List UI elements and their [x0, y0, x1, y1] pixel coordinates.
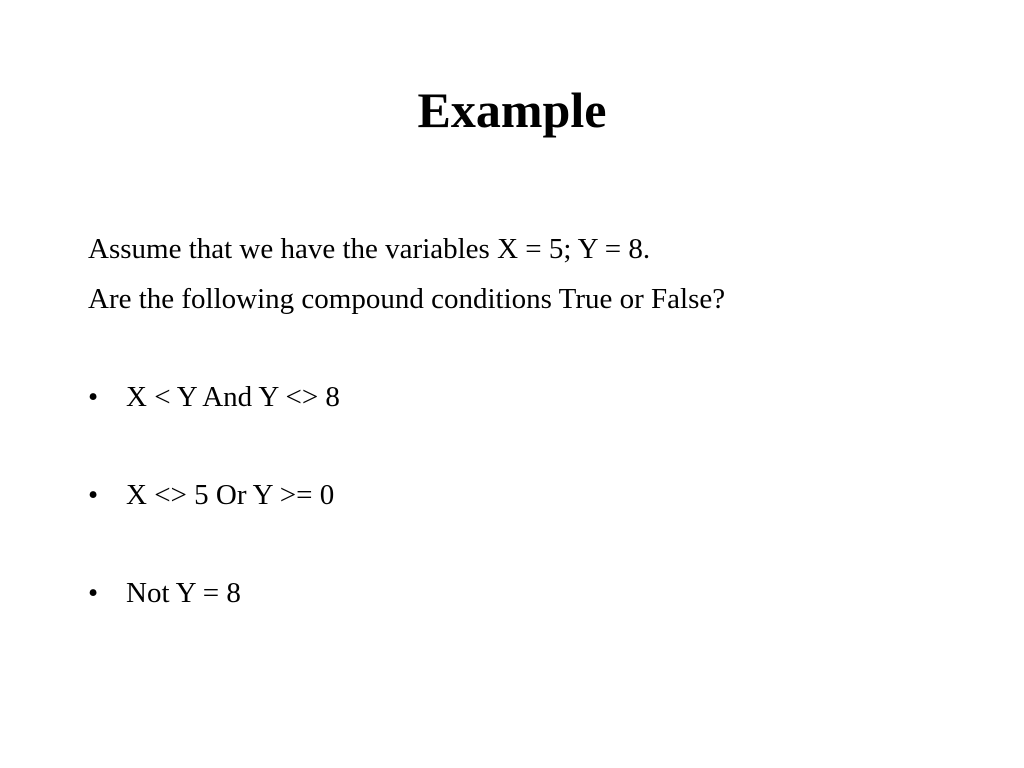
condition-item	[88, 573, 968, 613]
intro-line: Are the following compound conditions True or False?	[88, 283, 726, 315]
condition-item	[88, 377, 968, 417]
condition-item	[88, 475, 968, 515]
condition-text: X < Y And Y <> 8	[126, 381, 340, 413]
bullet-icon: •	[88, 577, 99, 609]
condition-text: Not Y = 8	[126, 577, 241, 609]
condition-list	[88, 377, 968, 671]
slide-title: Example	[417, 82, 607, 138]
condition-text: X <> 5 Or Y >= 0	[126, 479, 335, 511]
intro-line: Assume that we have the variables X = 5; Y = 8.	[88, 233, 651, 265]
intro-text	[88, 229, 968, 329]
bullet-icon: •	[88, 479, 99, 511]
bullet-icon: •	[88, 381, 99, 413]
